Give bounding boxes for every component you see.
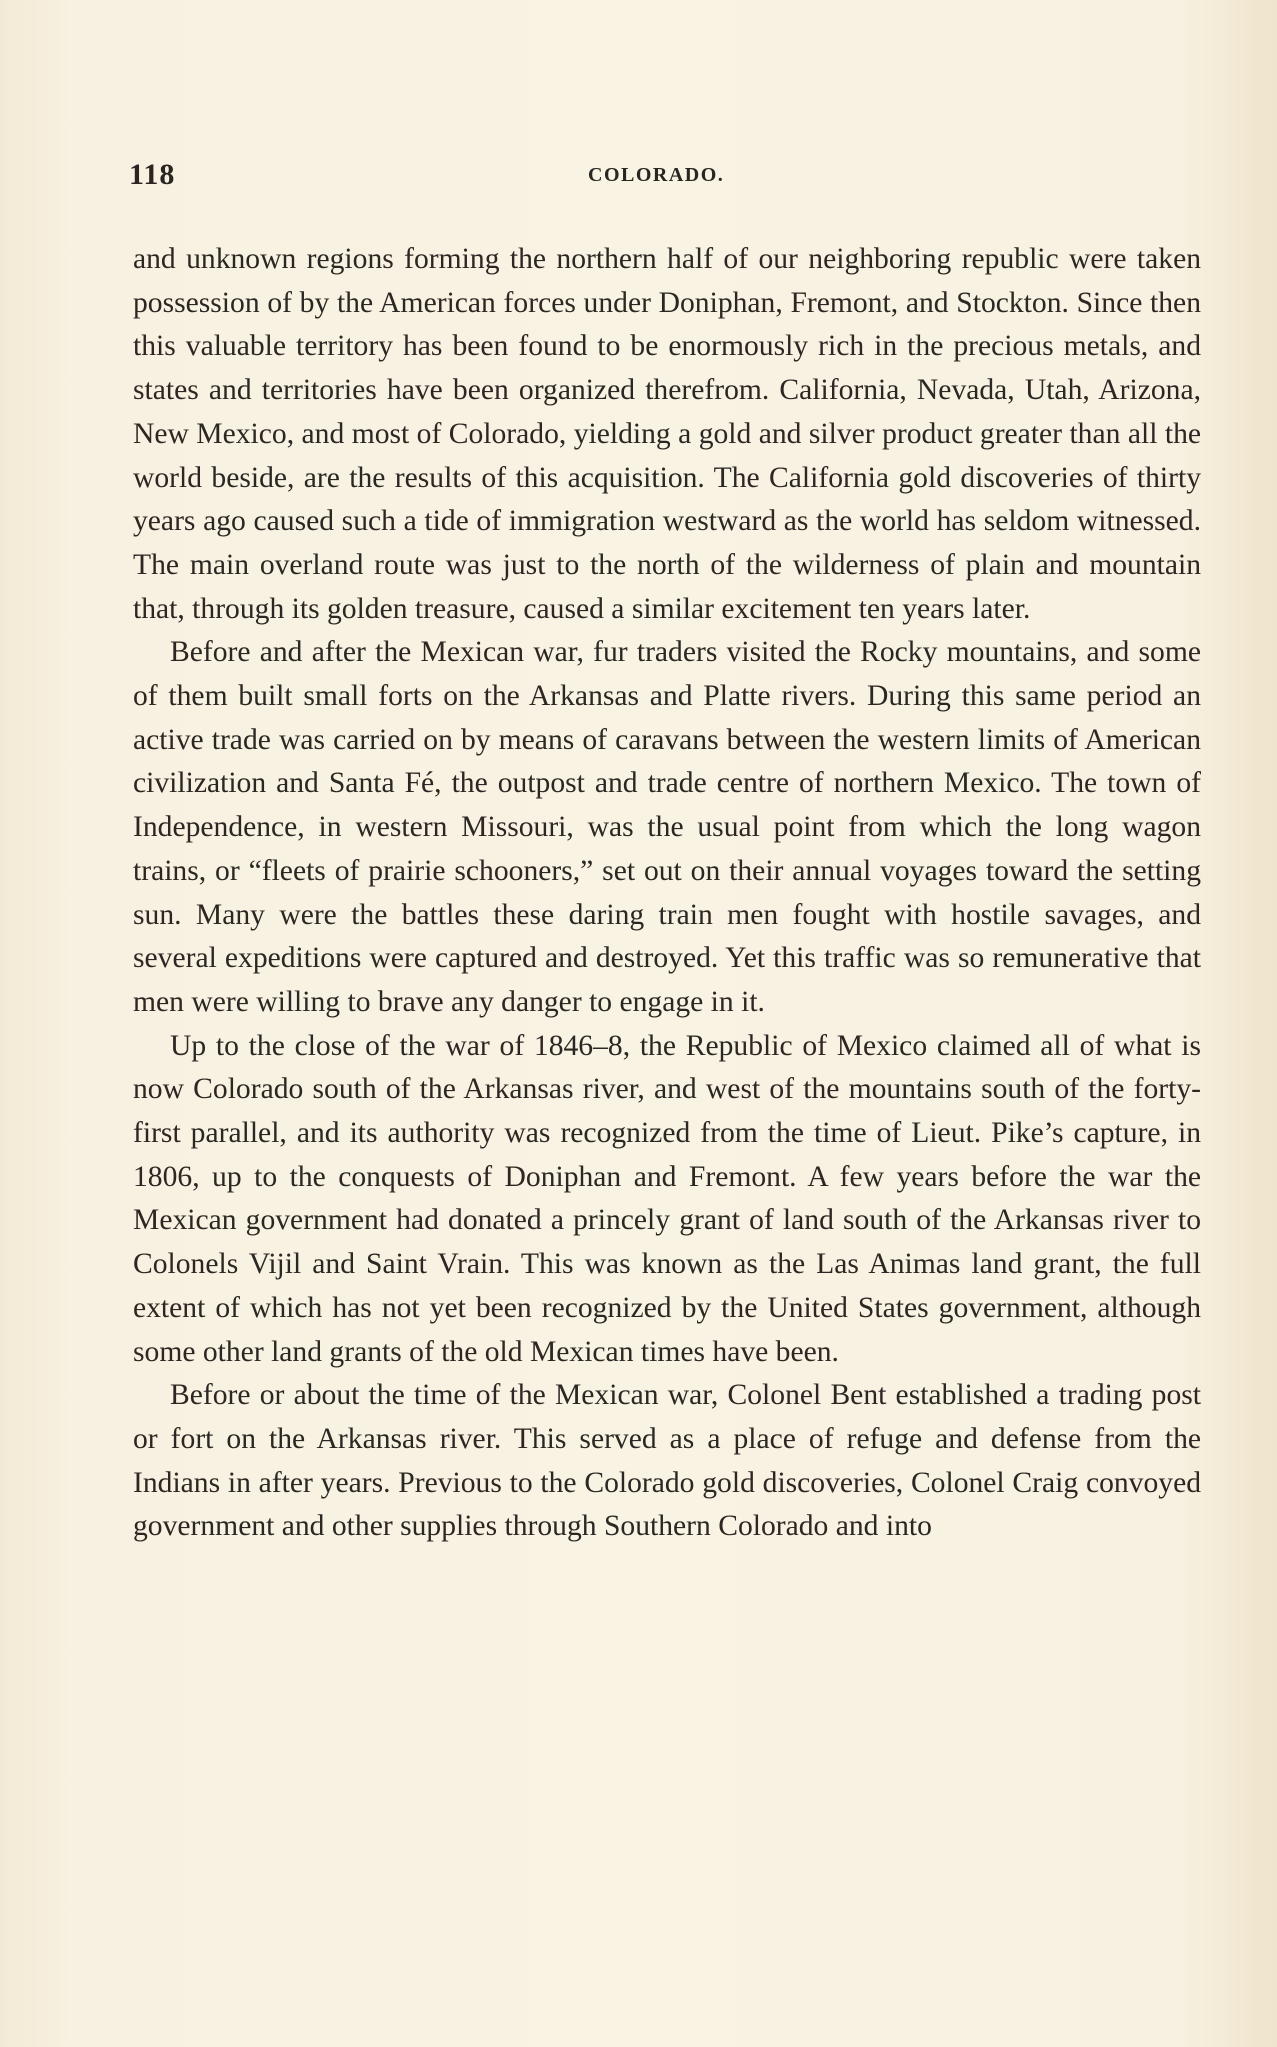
paragraph-4: Before or about the time of the Mexican war, Colonel Bent established a trading post or fort on the Arkansas river. This served as a place of refuge and defense from the Indians in after years. Previous to the Colorado gold discoveries, Colonel Craig convoyed government and other supplies through Southern Colorado and into (133, 1379, 1201, 1543)
paragraph-3: Up to the close of the war of 1846–8, the Republic of Mexico claimed all of what is now Colorado south of the Arkansas river, and west of the mountains south of the forty-first parallel, and its authority was recognized from the time of Lieut. Pike’s capture, in 1806, up to the conquests of Doniphan and Fremont. A few years before the war the Mexican government had donated a princely grant of land south of the Arkansas river to Colonels Vijil and Saint Vrain. This was known as the Las Animas land grant, the full extent of which has not yet been recognized by the United States government, although some other land grants of the old Mexican times have been. (133, 1029, 1201, 1368)
running-head: COLORADO. (588, 164, 725, 186)
page-number: 118 (129, 158, 176, 191)
paragraph-1: and unknown regions forming the northern half of our neighboring republic were taken possession of by the American forces under Doniphan, Fremont, and Stockton. Since then this valuable territory has been found to be enormously rich in the precious metals, and states and territories have been organized therefrom. California, Nevada, Utah, Arizona, New Mexico, and most of Colorado, yielding a gold and silver product greater than all the world beside, are the results of this acquisition. The California gold discoveries of thirty years ago caused such a tide of immigration westward as the world has seldom witnessed. The main overland route was just to the north of the wilderness of plain and mountain that, through its golden treasure, caused a similar excitement ten years later. (133, 243, 1201, 625)
body-text (133, 238, 1201, 1549)
paragraph-2: Before and after the Mexican war, fur traders visited the Rocky mountains, and some of them built small forts on the Arkansas and Platte rivers. During this same period an active trade was carried on by means of caravans between the western limits of American civilization and Santa Fé, the outpost and trade centre of northern Mexico. The town of Independence, in western Missouri, was the usual point from which the long wagon trains, or “fleets of prairie schooners,” set out on their annual voyages toward the setting sun. Many were the battles these daring train men fought with hostile savages, and several expeditions were captured and destroyed. Yet this traffic was so remunerative that men were willing to brave any danger to engage in it. (133, 636, 1201, 1018)
page-header (129, 158, 1203, 198)
